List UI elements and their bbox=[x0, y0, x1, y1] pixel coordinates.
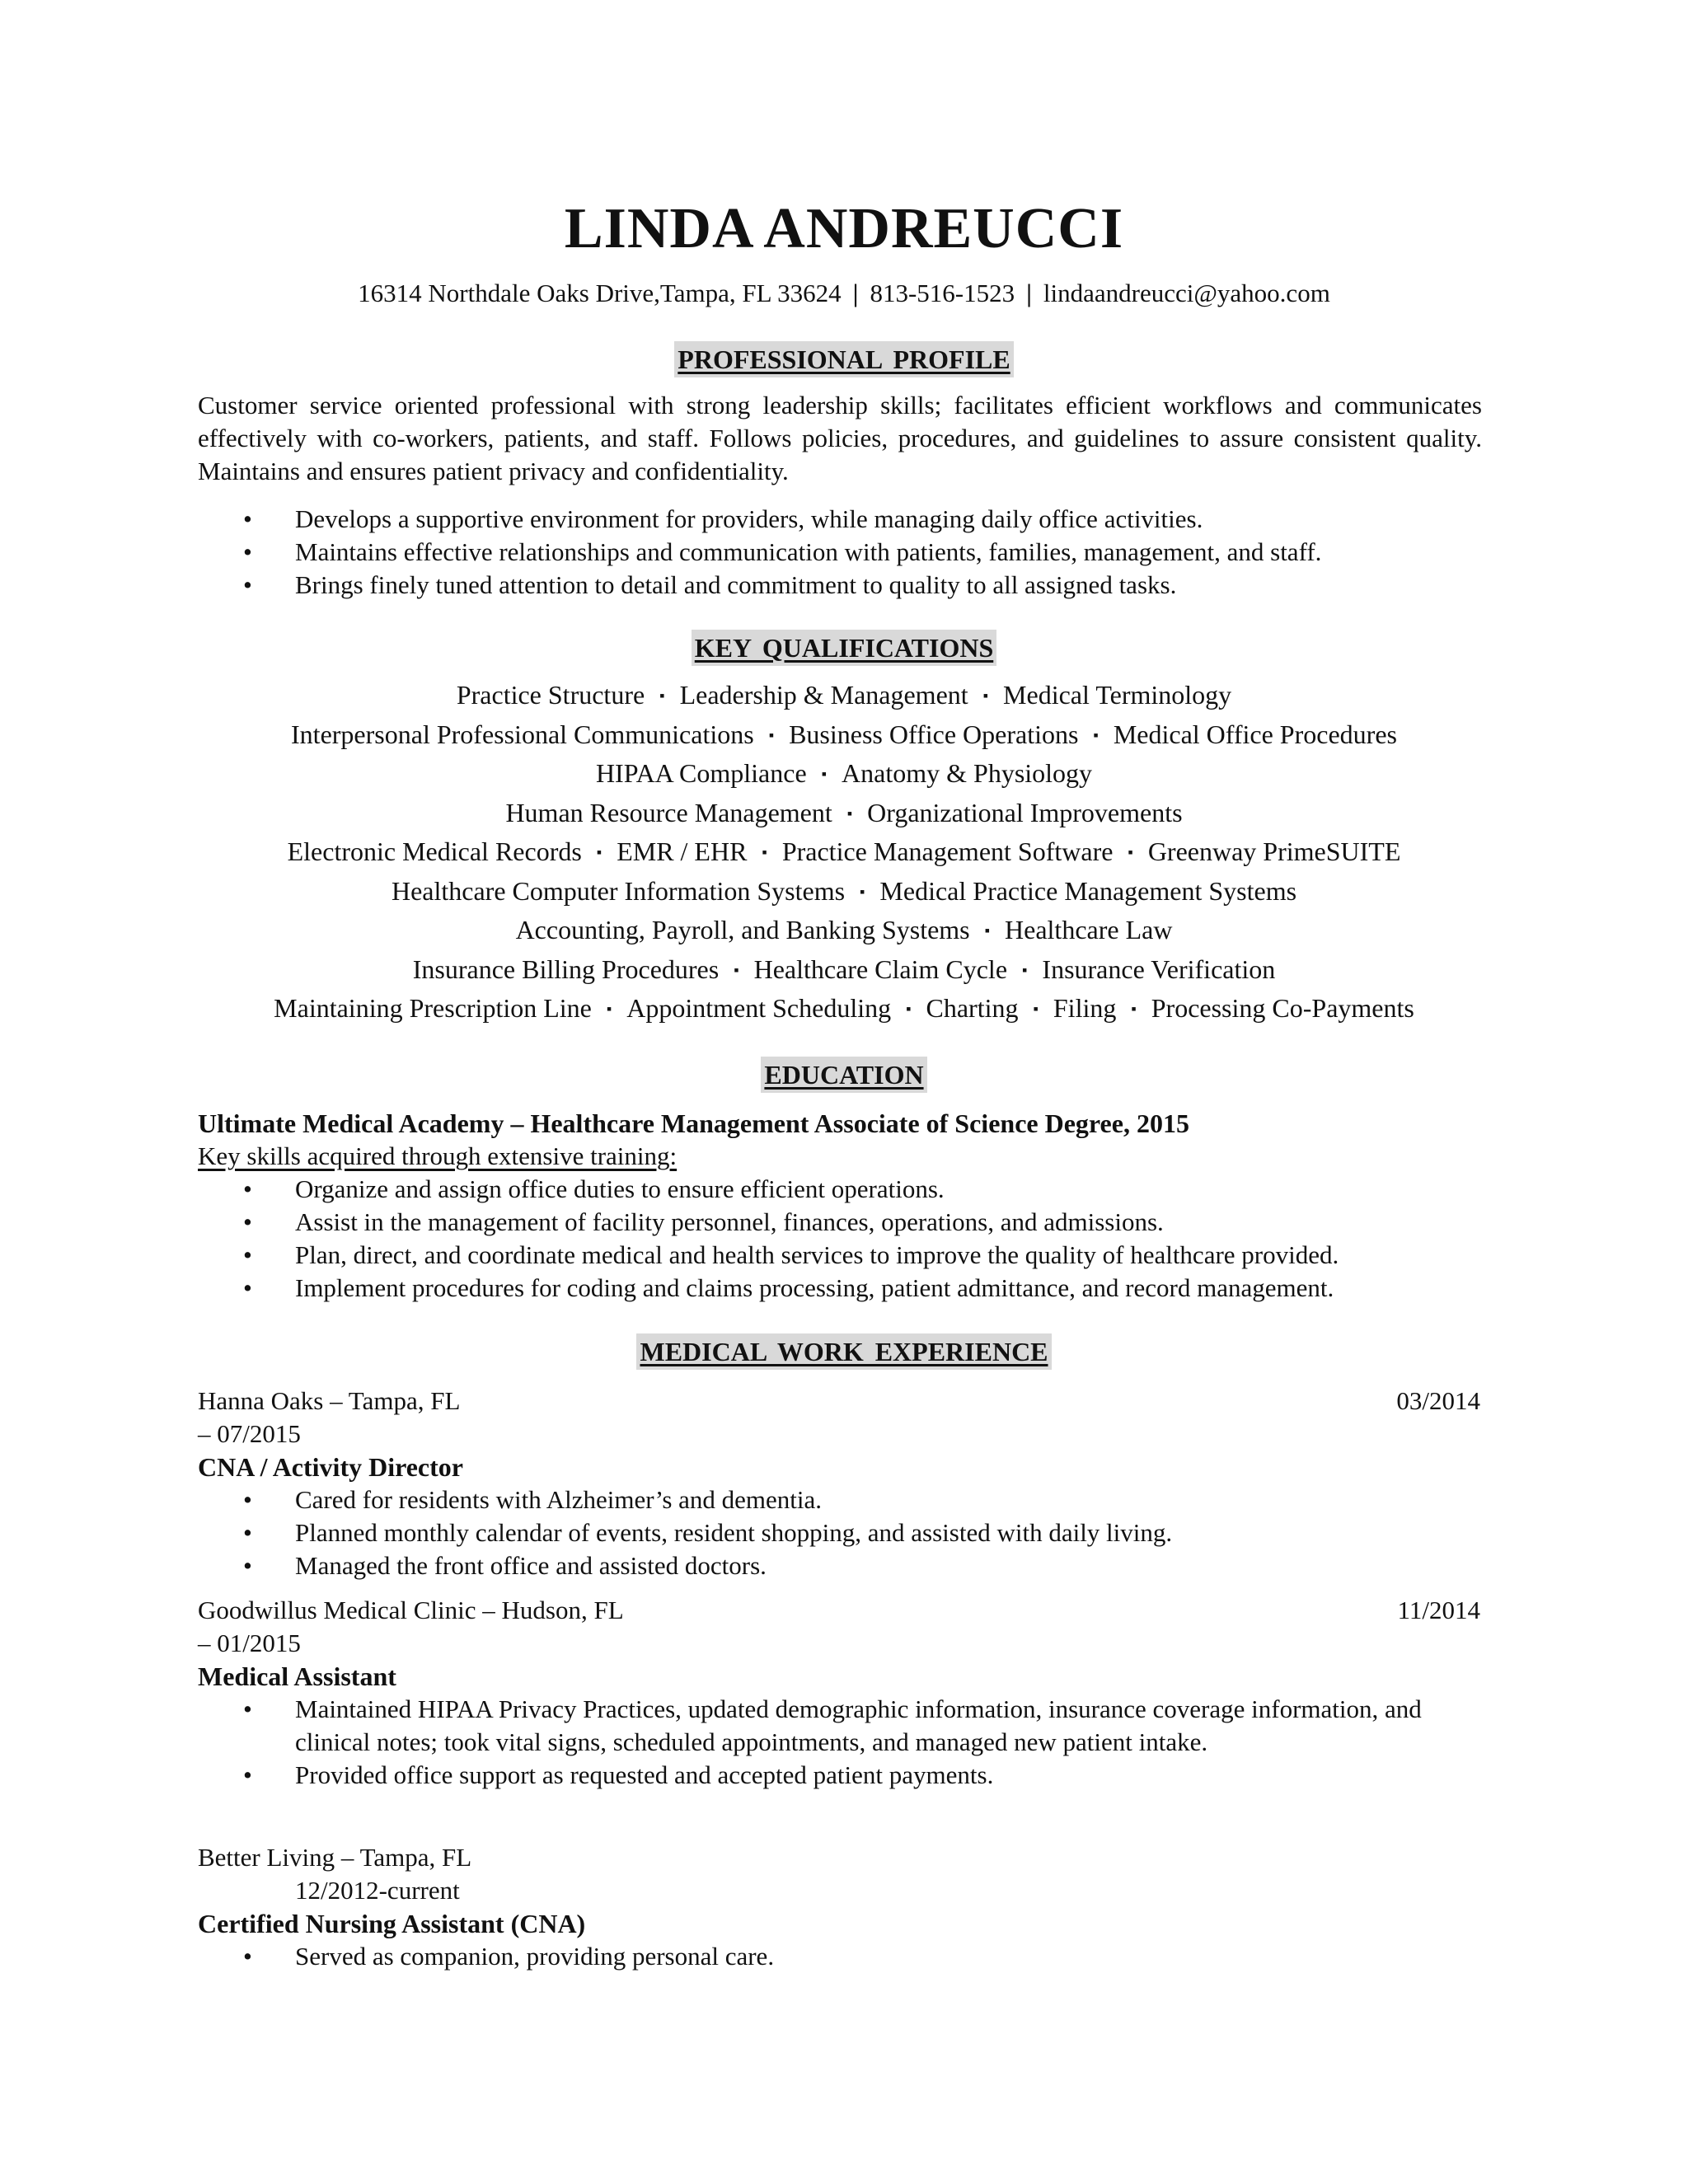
separator: | bbox=[852, 279, 859, 307]
job-entry bbox=[198, 1841, 1480, 1973]
list-item: • Assist in the management of facility personnel, finances, operations, and admissions. bbox=[198, 1206, 1500, 1239]
square-bullet-icon: ▪ bbox=[734, 961, 739, 978]
job-title: Medical Assistant bbox=[198, 1661, 396, 1691]
qualification-row bbox=[0, 832, 1688, 872]
job-date-start: 11/2014 bbox=[1397, 1596, 1480, 1624]
qualification-row bbox=[0, 911, 1688, 950]
bullet-icon: • bbox=[243, 1485, 252, 1514]
job-bullets bbox=[198, 1693, 1480, 1792]
square-bullet-icon: ▪ bbox=[984, 922, 991, 939]
job-entry bbox=[198, 1385, 1480, 1582]
bullet-icon: • bbox=[243, 1518, 252, 1547]
qualifications-list bbox=[0, 676, 1688, 1029]
qualification-item: Filing bbox=[1053, 993, 1117, 1023]
qualification-item: Practice Structure bbox=[456, 680, 645, 710]
list-item: • Develops a supportive environment for providers, while managing daily office activities. bbox=[198, 503, 1500, 536]
square-bullet-icon: ▪ bbox=[1033, 1001, 1039, 1017]
qualification-row bbox=[0, 794, 1688, 833]
qualification-item: Medical Office Procedures bbox=[1113, 719, 1397, 749]
qualification-item: Business Office Operations bbox=[789, 719, 1079, 749]
bullet-icon: • bbox=[243, 1760, 252, 1789]
square-bullet-icon: ▪ bbox=[762, 844, 767, 860]
job-bullets bbox=[198, 1483, 1480, 1582]
job-date: 12/2012-current bbox=[295, 1876, 460, 1905]
square-bullet-icon: ▪ bbox=[846, 804, 853, 822]
qualification-item: Human Resource Management bbox=[505, 797, 832, 827]
education-subheading: Key skills acquired through extensive training: bbox=[198, 1141, 678, 1170]
qualification-item: Leadership & Management bbox=[679, 680, 968, 710]
candidate-name: LINDA ANDREUCCI bbox=[564, 197, 1124, 260]
email: lindaandreucci@yahoo.com bbox=[1043, 279, 1330, 307]
list-item: • Maintained HIPAA Privacy Practices, updated demographic information, insurance coverage information, and clinical notes; took vital signs, scheduled appointments, and managed new patient intake. bbox=[243, 1694, 1422, 1756]
qualification-item: Appointment Scheduling bbox=[626, 993, 892, 1023]
list-item: • Organize and assign office duties to ensure efficient operations. bbox=[198, 1173, 1500, 1206]
address: 16314 Northdale Oaks Drive,Tampa, FL 33624 bbox=[358, 279, 842, 307]
section-heading-education bbox=[0, 1057, 1688, 1094]
qualification-row bbox=[0, 715, 1688, 755]
bullet-icon: • bbox=[243, 570, 252, 599]
phone: 813-516-1523 bbox=[870, 279, 1015, 307]
profile-bullets bbox=[198, 503, 1500, 602]
square-bullet-icon: ▪ bbox=[768, 726, 775, 743]
qualification-item: Processing Co-Payments bbox=[1151, 993, 1414, 1023]
square-bullet-icon: ▪ bbox=[860, 883, 865, 900]
job-title: CNA / Activity Director bbox=[198, 1452, 463, 1482]
job-entry bbox=[198, 1594, 1480, 1792]
section-heading-label: EDUCATION bbox=[761, 1057, 926, 1093]
section-heading-experience bbox=[0, 1333, 1688, 1371]
qualification-item: Accounting, Payroll, and Banking Systems bbox=[515, 915, 970, 944]
list-item: • Managed the front office and assisted doctors. bbox=[198, 1549, 1480, 1582]
list-item: • Maintains effective relationships and communication with patients, families, management, and staff. bbox=[198, 536, 1500, 569]
qualification-item: Practice Management Software bbox=[781, 837, 1114, 866]
qualification-row bbox=[0, 989, 1688, 1029]
square-bullet-icon: ▪ bbox=[1128, 844, 1133, 860]
square-bullet-icon: ▪ bbox=[596, 844, 603, 860]
square-bullet-icon: ▪ bbox=[906, 1001, 912, 1017]
job-date-start: 03/2014 bbox=[1396, 1386, 1480, 1415]
qualification-item: EMR / EHR bbox=[617, 837, 748, 866]
qualification-item: Anatomy & Physiology bbox=[842, 758, 1093, 788]
square-bullet-icon: ▪ bbox=[1131, 1001, 1137, 1017]
employer: Better Living – Tampa, FL bbox=[198, 1843, 472, 1872]
qualification-item: Medical Practice Management Systems bbox=[879, 875, 1297, 906]
qualification-item: Healthcare Claim Cycle bbox=[753, 954, 1008, 984]
employer: Goodwillus Medical Clinic – Hudson, FL bbox=[198, 1596, 624, 1624]
bullet-icon: • bbox=[243, 1942, 252, 1971]
qualification-item: Electronic Medical Records bbox=[287, 837, 582, 866]
qualification-item: Charting bbox=[926, 993, 1019, 1023]
job-date-end: – 07/2015 bbox=[198, 1419, 301, 1448]
section-heading-qualifications bbox=[0, 630, 1688, 668]
list-item: • Plan, direct, and coordinate medical and health services to improve the quality of healthcare provided. bbox=[198, 1239, 1500, 1272]
qualification-item: Insurance Verification bbox=[1042, 954, 1276, 984]
qualification-item: Healthcare Law bbox=[1005, 915, 1173, 944]
qualification-item: Healthcare Computer Information Systems bbox=[391, 875, 846, 906]
section-heading-label: MEDICAL WORK EXPERIENCE bbox=[636, 1333, 1051, 1370]
list-item: • Cared for residents with Alzheimer’s and dementia. bbox=[198, 1483, 1480, 1516]
qualification-row bbox=[0, 950, 1688, 990]
job-bullets bbox=[198, 1940, 1480, 1973]
qualification-item: Greenway PrimeSUITE bbox=[1147, 837, 1401, 866]
square-bullet-icon: ▪ bbox=[982, 687, 989, 704]
square-bullet-icon: ▪ bbox=[821, 766, 828, 782]
section-heading-label: PROFESSIONAL PROFILE bbox=[674, 341, 1013, 377]
bullet-icon: • bbox=[243, 1694, 252, 1723]
qualification-item: Organizational Improvements bbox=[867, 797, 1183, 827]
contact-line bbox=[0, 277, 1688, 310]
qualification-item: Insurance Billing Procedures bbox=[412, 954, 720, 984]
bullet-icon: • bbox=[243, 537, 252, 566]
list-item: • Provided office support as requested and accepted patient payments. bbox=[198, 1759, 1480, 1792]
bullet-icon: • bbox=[243, 1240, 252, 1269]
list-item: • Implement procedures for coding and claims processing, patient admittance, and record management. bbox=[198, 1272, 1500, 1305]
qualification-row bbox=[0, 754, 1688, 794]
degree-title: Ultimate Medical Academy – Healthcare Management Associate of Science Degree, 2015 bbox=[198, 1108, 1189, 1138]
qualification-item: HIPAA Compliance bbox=[595, 758, 807, 788]
qualification-row bbox=[0, 676, 1688, 715]
square-bullet-icon: ▪ bbox=[606, 1001, 612, 1017]
list-item: • Planned monthly calendar of events, resident shopping, and assisted with daily living. bbox=[198, 1516, 1480, 1549]
square-bullet-icon: ▪ bbox=[659, 687, 665, 704]
section-heading-profile bbox=[0, 341, 1688, 379]
qualification-row bbox=[0, 872, 1688, 912]
employer: Hanna Oaks – Tampa, FL bbox=[198, 1386, 461, 1415]
job-title: Certified Nursing Assistant (CNA) bbox=[198, 1909, 586, 1938]
bullet-icon: • bbox=[243, 1174, 252, 1203]
section-heading-label: KEY QUALIFICATIONS bbox=[692, 630, 997, 666]
qualification-item: Interpersonal Professional Communications bbox=[291, 719, 754, 749]
list-item: • Brings finely tuned attention to detail and commitment to quality to all assigned tasks. bbox=[198, 569, 1500, 602]
qualification-item: Medical Terminology bbox=[1003, 680, 1232, 710]
bullet-icon: • bbox=[243, 1207, 252, 1236]
list-item: • Served as companion, providing personal care. bbox=[198, 1940, 1480, 1973]
bullet-icon: • bbox=[243, 1551, 252, 1580]
job-date-end: – 01/2015 bbox=[198, 1629, 301, 1657]
qualification-item: Maintaining Prescription Line bbox=[274, 993, 592, 1023]
bullet-icon: • bbox=[243, 1273, 252, 1302]
separator: | bbox=[1026, 279, 1032, 307]
square-bullet-icon: ▪ bbox=[1022, 961, 1028, 978]
square-bullet-icon: ▪ bbox=[1093, 726, 1099, 743]
bullet-icon: • bbox=[243, 504, 252, 533]
education-bullets bbox=[198, 1173, 1500, 1305]
profile-summary: Customer service oriented professional with strong leadership skills; facilitates efficient workflows and communicates effectively with co-workers, patients, and staff. Follows policies, procedures, and guidelines to assure consistent quality. Maintains and ensures patient privacy and confidentiality. bbox=[198, 391, 1482, 485]
